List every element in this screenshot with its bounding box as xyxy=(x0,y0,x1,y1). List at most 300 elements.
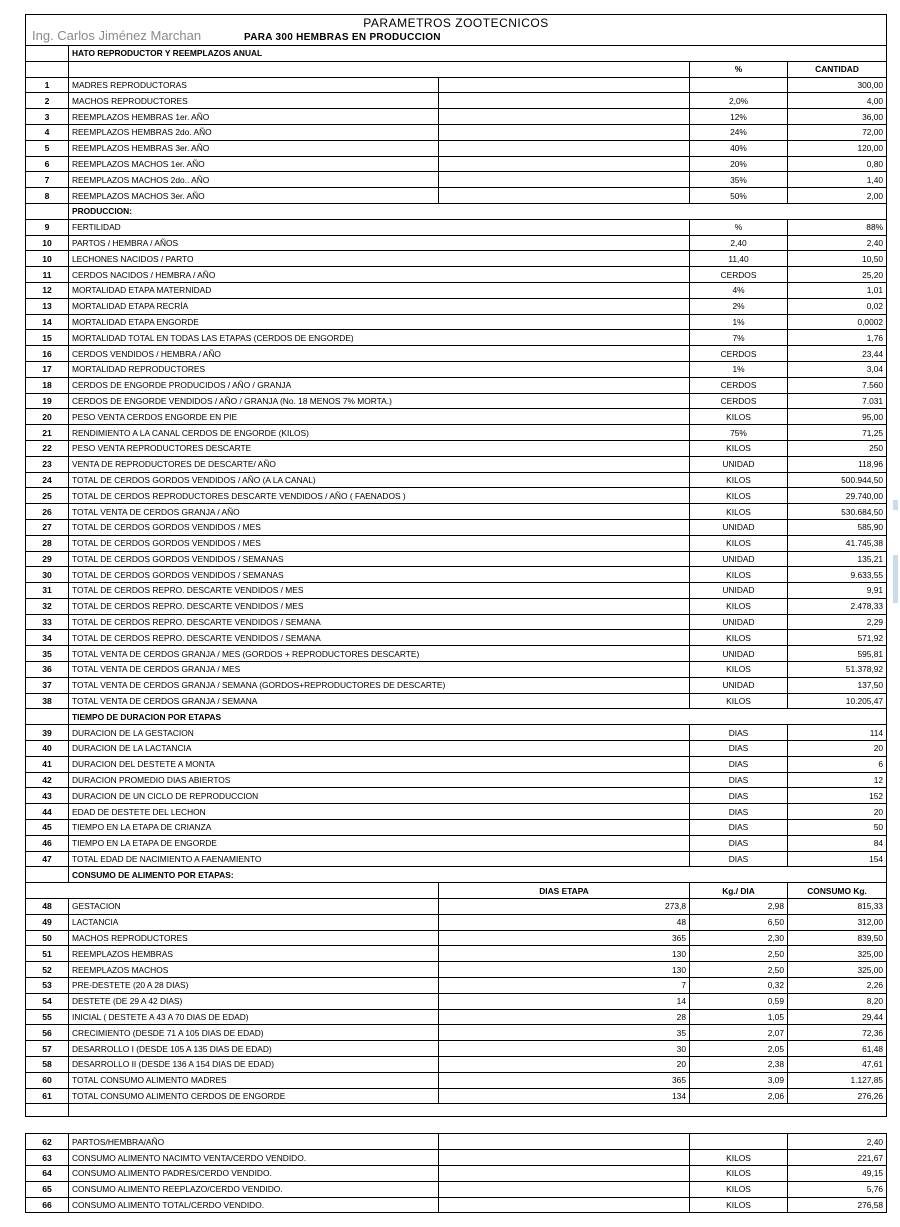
table-row xyxy=(26,456,887,472)
scroll-marker xyxy=(893,555,898,603)
table-row xyxy=(26,1057,887,1073)
row-number: 49 xyxy=(26,914,69,930)
row-number: 52 xyxy=(26,962,69,978)
table-row xyxy=(26,930,887,946)
row-dias-etapa: 48 xyxy=(439,914,690,930)
table-row xyxy=(26,851,887,867)
table-row xyxy=(26,298,887,314)
table-row xyxy=(26,598,887,614)
row-value: 0,02 xyxy=(788,298,887,314)
row-value: 2,29 xyxy=(788,614,887,630)
row-label: MORTALIDAD ETAPA ENGORDE xyxy=(69,314,690,330)
row-number: 41 xyxy=(26,756,69,772)
empty-cell xyxy=(439,1197,690,1213)
table-row xyxy=(26,1041,887,1057)
spacer xyxy=(26,1117,887,1134)
row-number: 53 xyxy=(26,978,69,994)
table-row xyxy=(26,993,887,1009)
row-number: 29 xyxy=(26,551,69,567)
empty-cell xyxy=(439,109,690,125)
row-number: 20 xyxy=(26,409,69,425)
table-row xyxy=(26,662,887,678)
row-number: 40 xyxy=(26,741,69,757)
spreadsheet xyxy=(25,14,886,1213)
col-header-kg-dia: Kg./ DIA xyxy=(690,883,788,899)
row-consumo-kg: 1.127,85 xyxy=(788,1072,887,1088)
table-row xyxy=(26,472,887,488)
table-row xyxy=(26,567,887,583)
row-number: 12 xyxy=(26,282,69,298)
row-number: 8 xyxy=(26,188,69,204)
row-unit: 40% xyxy=(690,140,788,156)
row-number: 38 xyxy=(26,693,69,709)
row-value: 10,50 xyxy=(788,251,887,267)
row-label: TIEMPO EN LA ETAPA DE ENGORDE xyxy=(69,835,690,851)
section-row xyxy=(26,203,887,219)
row-dias-etapa: 130 xyxy=(439,962,690,978)
row-number: 24 xyxy=(26,472,69,488)
table-row xyxy=(26,330,887,346)
row-consumo-kg: 8,20 xyxy=(788,993,887,1009)
row-number: 14 xyxy=(26,314,69,330)
row-label: REEMPLAZOS HEMBRAS 1er. AÑO xyxy=(69,109,439,125)
row-unit: CERDOS xyxy=(690,377,788,393)
row-number: 51 xyxy=(26,946,69,962)
row-value: 152 xyxy=(788,788,887,804)
table-row xyxy=(26,899,887,915)
row-value: 20 xyxy=(788,804,887,820)
row-label: MACHOS REPRODUCTORES xyxy=(69,930,439,946)
row-value: 2,40 xyxy=(788,1134,887,1150)
table-row xyxy=(26,725,887,741)
row-unit: 2% xyxy=(690,298,788,314)
row-label: CONSUMO ALIMENTO PADRES/CERDO VENDIDO. xyxy=(69,1165,439,1181)
row-kg-dia: 2,50 xyxy=(690,946,788,962)
table-row xyxy=(26,440,887,456)
row-unit: UNIDAD xyxy=(690,519,788,535)
row-number: 9 xyxy=(26,219,69,235)
table-row xyxy=(26,251,887,267)
row-value: 51.378,92 xyxy=(788,662,887,678)
row-number: 61 xyxy=(26,1088,69,1104)
row-number: 63 xyxy=(26,1150,69,1166)
row-value: 137,50 xyxy=(788,677,887,693)
row-label: VENTA DE REPRODUCTORES DE DESCARTE/ AÑO xyxy=(69,456,690,472)
table-row xyxy=(26,914,887,930)
row-value: 20 xyxy=(788,741,887,757)
row-unit: UNIDAD xyxy=(690,551,788,567)
row-consumo-kg: 47,61 xyxy=(788,1057,887,1073)
row-number: 16 xyxy=(26,346,69,362)
row-label: TOTAL CONSUMO ALIMENTO MADRES xyxy=(69,1072,439,1088)
row-number: 6 xyxy=(26,156,69,172)
row-value: 9,91 xyxy=(788,583,887,599)
table-row xyxy=(26,235,887,251)
row-value: 10.205,47 xyxy=(788,693,887,709)
row-value: 500.944,50 xyxy=(788,472,887,488)
table-row xyxy=(26,1134,887,1150)
row-unit: KILOS xyxy=(690,1165,788,1181)
row-consumo-kg: 276,26 xyxy=(788,1088,887,1104)
row-value: 9.633,55 xyxy=(788,567,887,583)
table-row xyxy=(26,219,887,235)
row-number: 17 xyxy=(26,361,69,377)
row-number: 55 xyxy=(26,1009,69,1025)
row-label: TOTAL DE CERDOS REPRODUCTORES DESCARTE VENDIDOS / AÑO ( FAENADOS ) xyxy=(69,488,690,504)
row-number: 11 xyxy=(26,267,69,283)
row-unit: 4% xyxy=(690,282,788,298)
row-unit: KILOS xyxy=(690,472,788,488)
table-row xyxy=(26,551,887,567)
row-unit xyxy=(690,77,788,93)
row-label: DESTETE (DE 29 A 42 DIAS) xyxy=(69,993,439,1009)
table-row xyxy=(26,156,887,172)
table-row xyxy=(26,1009,887,1025)
row-unit: KILOS xyxy=(690,693,788,709)
row-label: TOTAL CONSUMO ALIMENTO CERDOS DE ENGORDE xyxy=(69,1088,439,1104)
empty-cell xyxy=(439,77,690,93)
table-row xyxy=(26,409,887,425)
table-row xyxy=(26,1072,887,1088)
row-number: 54 xyxy=(26,993,69,1009)
row-number: 10 xyxy=(26,251,69,267)
row-value: 3,04 xyxy=(788,361,887,377)
row-label: TOTAL DE CERDOS REPRO. DESCARTE VENDIDOS / SEMANA xyxy=(69,614,690,630)
row-label: TOTAL DE CERDOS REPRO. DESCARTE VENDIDOS / MES xyxy=(69,598,690,614)
row-label: TOTAL DE CERDOS GORDOS VENDIDOS / SEMANAS xyxy=(69,567,690,583)
row-value: 1,76 xyxy=(788,330,887,346)
row-consumo-kg: 815,33 xyxy=(788,899,887,915)
table-row xyxy=(26,788,887,804)
row-unit: KILOS xyxy=(690,488,788,504)
row-number: 34 xyxy=(26,630,69,646)
empty-cell xyxy=(26,46,69,62)
row-label: DURACION PROMEDIO DIAS ABIERTOS xyxy=(69,772,690,788)
row-number: 3 xyxy=(26,109,69,125)
row-value: 84 xyxy=(788,835,887,851)
empty-cell xyxy=(439,1181,690,1197)
row-label: CERDOS VENDIDOS / HEMBRA / AÑO xyxy=(69,346,690,362)
row-unit: UNIDAD xyxy=(690,646,788,662)
row-unit: KILOS xyxy=(690,504,788,520)
row-value: 1,40 xyxy=(788,172,887,188)
row-number: 43 xyxy=(26,788,69,804)
section-row xyxy=(26,867,887,883)
row-number: 58 xyxy=(26,1057,69,1073)
row-label: REEMPLAZOS HEMBRAS 2do. AÑO xyxy=(69,124,439,140)
table-row xyxy=(26,962,887,978)
row-value: 1,01 xyxy=(788,282,887,298)
row-consumo-kg: 29,44 xyxy=(788,1009,887,1025)
row-unit: CERDOS xyxy=(690,393,788,409)
consumo-header-row xyxy=(26,883,887,899)
col-header-cantidad: CANTIDAD xyxy=(788,61,887,77)
empty-cell xyxy=(439,1165,690,1181)
row-number: 27 xyxy=(26,519,69,535)
row-number: 50 xyxy=(26,930,69,946)
row-number: 7 xyxy=(26,172,69,188)
row-unit: DIAS xyxy=(690,835,788,851)
row-label: DESARROLLO I (DESDE 105 A 135 DIAS DE EDAD) xyxy=(69,1041,439,1057)
empty-cell xyxy=(26,709,69,725)
row-number: 44 xyxy=(26,804,69,820)
row-value: 2,40 xyxy=(788,235,887,251)
row-consumo-kg: 325,00 xyxy=(788,946,887,962)
row-value: 6 xyxy=(788,756,887,772)
row-kg-dia: 2,06 xyxy=(690,1088,788,1104)
empty-cell xyxy=(26,1104,69,1117)
parametros-table xyxy=(25,14,887,1213)
row-label: REEMPLAZOS HEMBRAS 3er. AÑO xyxy=(69,140,439,156)
row-label: CERDOS NACIDOS / HEMBRA / AÑO xyxy=(69,267,690,283)
row-number: 28 xyxy=(26,535,69,551)
row-unit: 75% xyxy=(690,425,788,441)
row-unit: KILOS xyxy=(690,535,788,551)
row-value: 595,81 xyxy=(788,646,887,662)
table-row xyxy=(26,314,887,330)
row-unit: KILOS xyxy=(690,1181,788,1197)
row-value: 250 xyxy=(788,440,887,456)
table-row xyxy=(26,504,887,520)
row-number: 4 xyxy=(26,124,69,140)
row-label: PARTOS/HEMBRA/AÑO xyxy=(69,1134,439,1150)
row-unit: CERDOS xyxy=(690,267,788,283)
row-value: 5,76 xyxy=(788,1181,887,1197)
row-unit: UNIDAD xyxy=(690,456,788,472)
row-consumo-kg: 72,36 xyxy=(788,1025,887,1041)
row-label: TOTAL DE CERDOS GORDOS VENDIDOS / MES xyxy=(69,519,690,535)
row-dias-etapa: 365 xyxy=(439,1072,690,1088)
table-row xyxy=(26,172,887,188)
row-label: PESO VENTA REPRODUCTORES DESCARTE xyxy=(69,440,690,456)
row-dias-etapa: 20 xyxy=(439,1057,690,1073)
author-watermark: Ing. Carlos Jiménez Marchan xyxy=(32,28,202,43)
row-consumo-kg: 2,26 xyxy=(788,978,887,994)
row-number: 30 xyxy=(26,567,69,583)
section-tiempo-heading: TIEMPO DE DURACION POR ETAPAS xyxy=(69,709,887,725)
row-label: INICIAL ( DESTETE A 43 A 70 DIAS DE EDAD) xyxy=(69,1009,439,1025)
row-unit: 1% xyxy=(690,361,788,377)
row-label: TOTAL VENTA DE CERDOS GRANJA / MES (GORDOS + REPRODUCTORES DESCARTE) xyxy=(69,646,690,662)
empty-cell xyxy=(439,1150,690,1166)
row-label: REEMPLAZOS MACHOS 1er. AÑO xyxy=(69,156,439,172)
row-label: TOTAL VENTA DE CERDOS GRANJA / SEMANA xyxy=(69,693,690,709)
row-value: 88% xyxy=(788,219,887,235)
sheet-header xyxy=(26,15,887,46)
row-number: 39 xyxy=(26,725,69,741)
row-label: PARTOS / HEMBRA / AÑOS xyxy=(69,235,690,251)
table-row xyxy=(26,677,887,693)
row-dias-etapa: 14 xyxy=(439,993,690,1009)
empty-cell xyxy=(439,140,690,156)
row-unit: 11,40 xyxy=(690,251,788,267)
row-number: 15 xyxy=(26,330,69,346)
row-value: 41.745,38 xyxy=(788,535,887,551)
row-label: TOTAL DE CERDOS GORDOS VENDIDOS / AÑO (A LA CANAL) xyxy=(69,472,690,488)
row-label: MADRES REPRODUCTORAS xyxy=(69,77,439,93)
empty-cell xyxy=(439,188,690,204)
row-dias-etapa: 28 xyxy=(439,1009,690,1025)
row-label: DURACION DEL DESTETE A MONTA xyxy=(69,756,690,772)
row-dias-etapa: 134 xyxy=(439,1088,690,1104)
empty-cell xyxy=(439,172,690,188)
page-title: PARAMETROS ZOOTECNICOS xyxy=(363,16,549,30)
row-unit: DIAS xyxy=(690,820,788,836)
section-row xyxy=(26,709,887,725)
row-kg-dia: 2,07 xyxy=(690,1025,788,1041)
row-kg-dia: 2,05 xyxy=(690,1041,788,1057)
table-row xyxy=(26,820,887,836)
row-value: 571,92 xyxy=(788,630,887,646)
table-row xyxy=(26,124,887,140)
row-number: 57 xyxy=(26,1041,69,1057)
row-number: 37 xyxy=(26,677,69,693)
row-dias-etapa: 130 xyxy=(439,946,690,962)
row-dias-etapa: 273,8 xyxy=(439,899,690,915)
row-consumo-kg: 312,00 xyxy=(788,914,887,930)
empty-cell xyxy=(69,61,690,77)
row-unit: DIAS xyxy=(690,756,788,772)
row-number: 32 xyxy=(26,598,69,614)
table-row xyxy=(26,188,887,204)
row-value: 25,20 xyxy=(788,267,887,283)
empty-cell xyxy=(439,124,690,140)
row-value: 0,0002 xyxy=(788,314,887,330)
empty-cell xyxy=(439,1134,690,1150)
section-produccion-heading: PRODUCCION: xyxy=(69,203,887,219)
table-row xyxy=(26,614,887,630)
row-number: 62 xyxy=(26,1134,69,1150)
row-unit: 12% xyxy=(690,109,788,125)
table-row xyxy=(26,267,887,283)
row-number: 60 xyxy=(26,1072,69,1088)
empty-cell xyxy=(439,93,690,109)
row-label: PESO VENTA CERDOS ENGORDE EN PIE xyxy=(69,409,690,425)
row-value: 276,58 xyxy=(788,1197,887,1213)
table-row xyxy=(26,1165,887,1181)
row-kg-dia: 2,50 xyxy=(690,962,788,978)
row-unit: 20% xyxy=(690,156,788,172)
table-row xyxy=(26,946,887,962)
row-label: MORTALIDAD REPRODUCTORES xyxy=(69,361,690,377)
row-unit xyxy=(690,1134,788,1150)
table-row xyxy=(26,488,887,504)
row-number: 66 xyxy=(26,1197,69,1213)
row-dias-etapa: 7 xyxy=(439,978,690,994)
row-label: TOTAL VENTA DE CERDOS GRANJA / MES xyxy=(69,662,690,678)
row-unit: 7% xyxy=(690,330,788,346)
row-unit: DIAS xyxy=(690,851,788,867)
row-unit: UNIDAD xyxy=(690,583,788,599)
row-value: 95,00 xyxy=(788,409,887,425)
table-row xyxy=(26,772,887,788)
row-unit: DIAS xyxy=(690,788,788,804)
section-hato-heading: HATO REPRODUCTOR Y REEMPLAZOS ANUAL xyxy=(69,46,887,62)
table-row xyxy=(26,140,887,156)
row-unit: KILOS xyxy=(690,630,788,646)
table-row xyxy=(26,519,887,535)
row-dias-etapa: 365 xyxy=(439,930,690,946)
row-value: 300,00 xyxy=(788,77,887,93)
row-value: 114 xyxy=(788,725,887,741)
row-label: TIEMPO EN LA ETAPA DE CRIANZA xyxy=(69,820,690,836)
table-row xyxy=(26,756,887,772)
row-consumo-kg: 325,00 xyxy=(788,962,887,978)
row-value: 29.740,00 xyxy=(788,488,887,504)
row-value: 49,15 xyxy=(788,1165,887,1181)
table-row xyxy=(26,77,887,93)
table-row xyxy=(26,1197,887,1213)
table-row xyxy=(26,282,887,298)
row-label: REEMPLAZOS MACHOS 3er. AÑO xyxy=(69,188,439,204)
row-number: 33 xyxy=(26,614,69,630)
row-label: TOTAL DE CERDOS GORDOS VENDIDOS / SEMANAS xyxy=(69,551,690,567)
row-value: 120,00 xyxy=(788,140,887,156)
table-row xyxy=(26,1088,887,1104)
row-kg-dia: 0,59 xyxy=(690,993,788,1009)
table-row xyxy=(26,93,887,109)
row-unit: KILOS xyxy=(690,1150,788,1166)
scroll-marker xyxy=(893,500,898,510)
row-number: 48 xyxy=(26,899,69,915)
row-number: 35 xyxy=(26,646,69,662)
row-label: DURACION DE LA LACTANCIA xyxy=(69,741,690,757)
row-number: 5 xyxy=(26,140,69,156)
empty-cell xyxy=(26,203,69,219)
row-value: 2,00 xyxy=(788,188,887,204)
row-unit: KILOS xyxy=(690,662,788,678)
row-number: 22 xyxy=(26,440,69,456)
row-label: REEMPLAZOS HEMBRAS xyxy=(69,946,439,962)
row-label: MORTALIDAD ETAPA MATERNIDAD xyxy=(69,282,690,298)
row-label: REEMPLAZOS MACHOS xyxy=(69,962,439,978)
row-label: MORTALIDAD ETAPA RECRÍA xyxy=(69,298,690,314)
row-label: TOTAL DE CERDOS GORDOS VENDIDOS / MES xyxy=(69,535,690,551)
row-label: CONSUMO ALIMENTO TOTAL/CERDO VENDIDO. xyxy=(69,1197,439,1213)
row-consumo-kg: 61,48 xyxy=(788,1041,887,1057)
row-label: TOTAL DE CERDOS REPRO. DESCARTE VENDIDOS / SEMANA xyxy=(69,630,690,646)
row-value: 36,00 xyxy=(788,109,887,125)
table-row xyxy=(26,425,887,441)
row-value: 585,90 xyxy=(788,519,887,535)
row-label: TOTAL DE CERDOS REPRO. DESCARTE VENDIDOS / MES xyxy=(69,583,690,599)
row-kg-dia: 3,09 xyxy=(690,1072,788,1088)
row-unit: DIAS xyxy=(690,772,788,788)
table-row xyxy=(26,377,887,393)
table-row xyxy=(26,1150,887,1166)
row-dias-etapa: 30 xyxy=(439,1041,690,1057)
col-header-pct: % xyxy=(690,61,788,77)
row-kg-dia: 2,98 xyxy=(690,899,788,915)
row-unit: KILOS xyxy=(690,409,788,425)
row-label: MORTALIDAD TOTAL EN TODAS LAS ETAPAS (CERDOS DE ENGORDE) xyxy=(69,330,690,346)
row-value: 4,00 xyxy=(788,93,887,109)
row-number: 13 xyxy=(26,298,69,314)
row-number: 19 xyxy=(26,393,69,409)
table-row xyxy=(26,741,887,757)
table-row xyxy=(26,361,887,377)
table-row xyxy=(26,346,887,362)
empty-cell xyxy=(439,156,690,172)
row-unit: 24% xyxy=(690,124,788,140)
row-kg-dia: 2,30 xyxy=(690,930,788,946)
blank-row xyxy=(26,1104,887,1117)
row-unit: CERDOS xyxy=(690,346,788,362)
row-label: FERTILIDAD xyxy=(69,219,690,235)
row-label: CERDOS DE ENGORDE VENDIDOS / AÑO / GRANJA (No. 18 MENOS 7% MORTA.) xyxy=(69,393,690,409)
row-label: TOTAL EDAD DE NACIMIENTO A FAENAMIENTO xyxy=(69,851,690,867)
table-row xyxy=(26,109,887,125)
